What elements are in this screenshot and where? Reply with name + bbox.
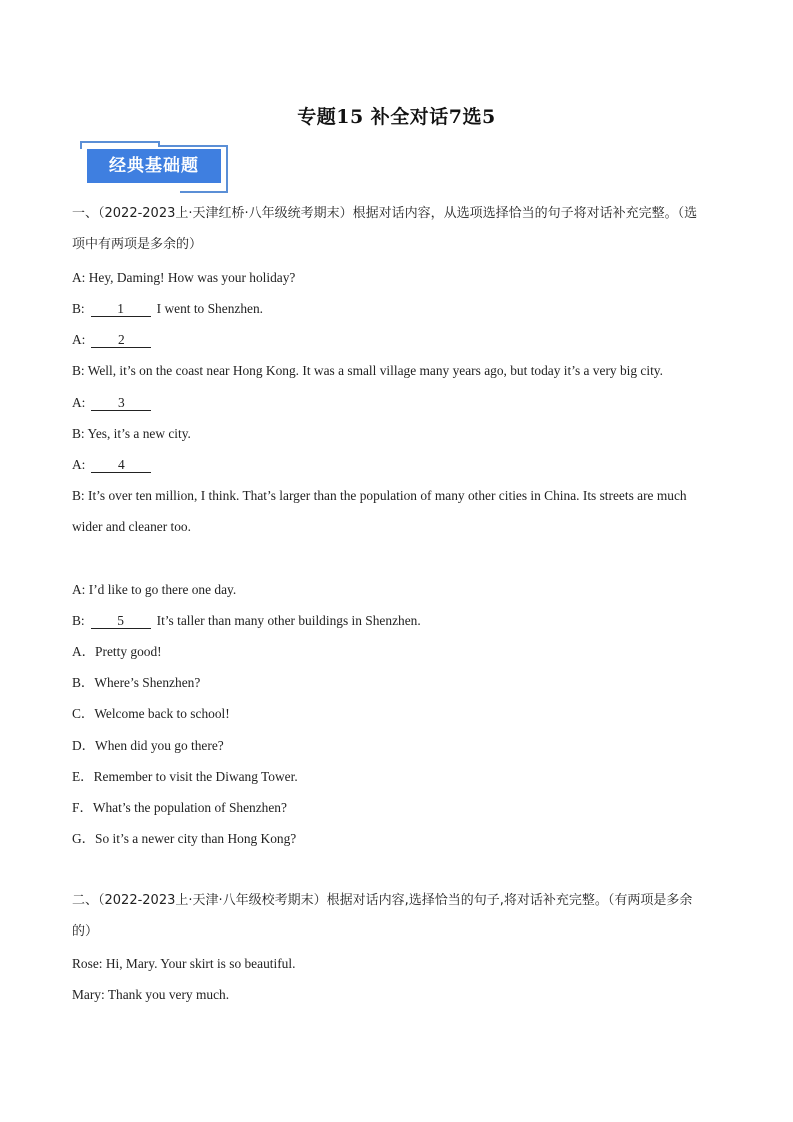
speaker-label: A: (72, 457, 86, 472)
dialogue-line (72, 301, 732, 317)
dialogue-text: A: I’d like to go there one day. (72, 582, 237, 597)
dialogue-line (72, 426, 732, 442)
speaker-label: A: (72, 332, 86, 347)
answer-blank-2[interactable]: 2 (91, 333, 151, 348)
answer-blank-3[interactable]: 3 (91, 396, 151, 411)
dialogue-line (72, 488, 732, 504)
dialogue-line (72, 363, 732, 379)
section-badge (80, 141, 228, 193)
dialogue-text: wider and cleaner too. (72, 519, 191, 534)
badge-frame-top-right (158, 145, 228, 147)
speaker-label: B: (72, 301, 85, 316)
dialogue-text: B: Yes, it’s a new city. (72, 426, 191, 441)
dialogue-line (72, 613, 732, 629)
option-d: D．When did you go there? (72, 738, 224, 753)
q2-instruction-line2: 的） (72, 924, 99, 939)
dialogue-text: A: Hey, Daming! How was your holiday? (72, 270, 296, 285)
dialogue-text: B: It’s over ten million, I think. That’s larger than the population of many other cities in China. Its streets are much (72, 488, 687, 503)
option-f: F．What’s the population of Shenzhen? (72, 800, 287, 815)
speaker-label: A: (72, 395, 86, 410)
answer-blank-5[interactable]: 5 (91, 614, 151, 629)
dialogue-text: I went to Shenzhen. (156, 301, 264, 316)
option-c: C．Welcome back to school! (72, 706, 230, 721)
badge-frame-left (80, 141, 82, 149)
option-g: G．So it’s a newer city than Hong Kong? (72, 831, 297, 846)
option-a: A．Pretty good! (72, 644, 162, 659)
dialogue-line (72, 395, 732, 411)
q2-instruction-line1: 二、（2022-2023上·天津·八年级校考期末）根据对话内容,选择恰当的句子,将对话补充完整。（有两项是多余 (72, 893, 693, 908)
badge-frame (80, 141, 158, 143)
badge-frame-right (226, 145, 228, 191)
answer-blank-4[interactable]: 4 (91, 458, 151, 473)
dialogue-line (72, 270, 732, 286)
q1-instruction-line1: 一、（2022-2023上·天津红桥·八年级统考期末）根据对话内容，从选项选择恰当的句子将对话补充完整。（选 (72, 206, 698, 221)
dialogue-text: It’s taller than many other buildings in Shenzhen. (156, 613, 421, 628)
dialogue-line (72, 332, 732, 348)
option-e: E．Remember to visit the Diwang Tower. (72, 769, 298, 784)
option-b: B．Where’s Shenzhen? (72, 675, 201, 690)
dialogue-line (72, 519, 732, 535)
answer-blank-1[interactable]: 1 (91, 302, 151, 317)
dialogue-line: Mary: Thank you very much. (72, 987, 230, 1002)
dialogue-line (72, 457, 732, 473)
badge-frame-bottom (180, 191, 228, 193)
dialogue-line (72, 582, 732, 598)
dialogue-line: Rose: Hi, Mary. Your skirt is so beautiful. (72, 956, 296, 971)
page-title: 专题15 补全对话7选5 (297, 106, 496, 128)
q1-instruction-line2: 项中有两项是多余的） (72, 237, 203, 252)
dialogue-text: B: Well, it’s on the coast near Hong Kong. It was a small village many years ago, but today it’s a very big city. (72, 363, 663, 378)
speaker-label: B: (72, 613, 85, 628)
badge-label: 经典基础题 (87, 149, 221, 183)
